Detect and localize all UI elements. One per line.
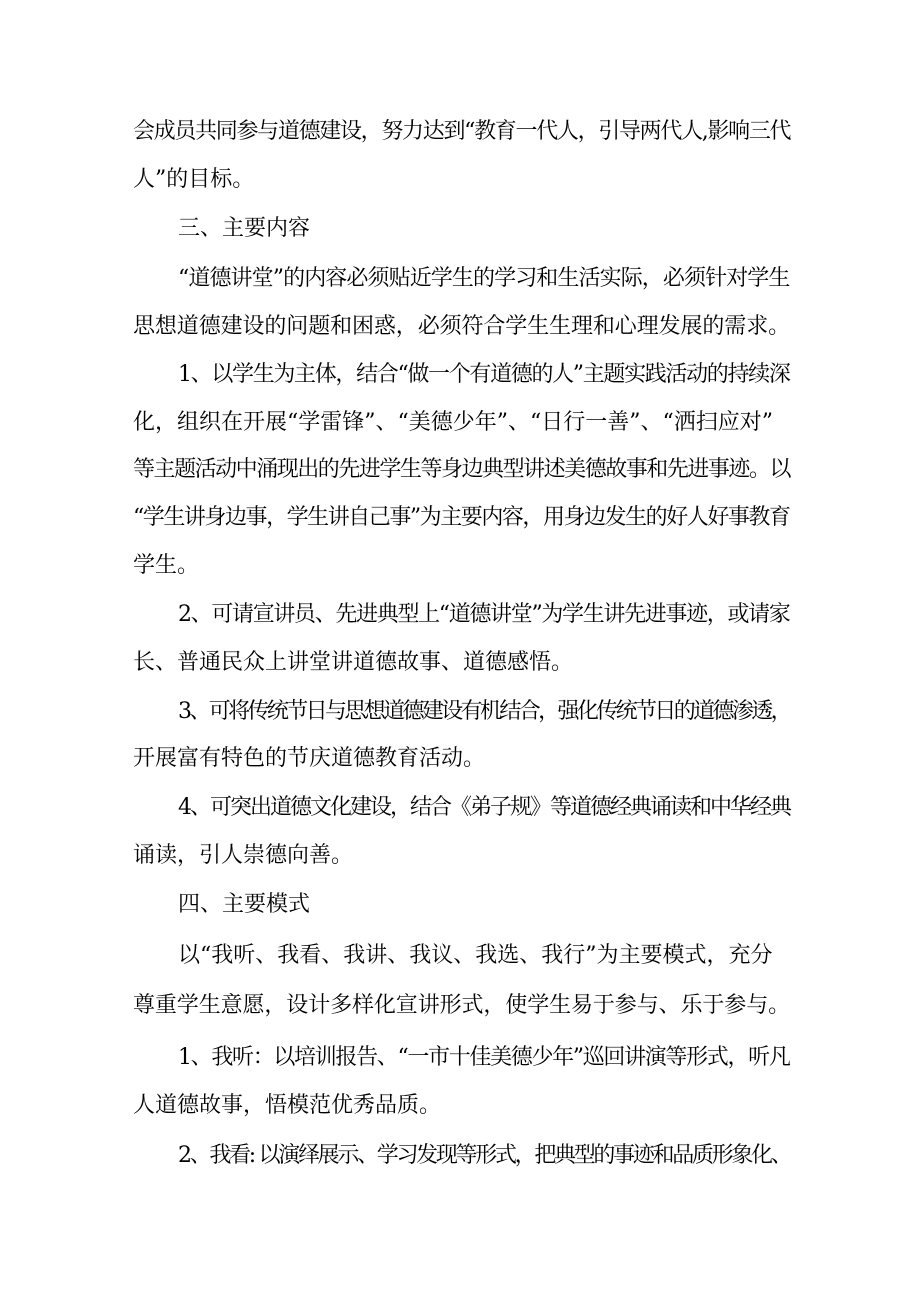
body-paragraph-line: “道德讲堂”的内容必须贴近学生的学习和生活实际，必须针对学生 xyxy=(178,266,790,291)
list-item-line: “学生讲身边事，学生讲自己事”为主要内容，用身边发生的好人好事教育 xyxy=(133,505,790,530)
body-paragraph-line: 思想道德建设的问题和困惑，必须符合学生生理和心理发展的需求。 xyxy=(133,314,791,339)
section-heading: 四、主要模式 xyxy=(178,892,311,917)
list-item-line: 诵读，引人崇德向善。 xyxy=(133,843,354,868)
list-item-line: 开展富有特色的节庆道德教育活动。 xyxy=(133,746,486,771)
list-item-line: 3、可将传统节日与思想道德建设有机结合，强化传统节日的道德渗透， xyxy=(178,699,790,724)
list-item-line: 4、可突出道德文化建设，结合《弟子规》等道德经典诵读和中华经典 xyxy=(178,795,790,820)
body-paragraph-line: 尊重学生意愿，设计多样化宣讲形式，使学生易于参与、乐于参与。 xyxy=(133,993,791,1018)
list-item-line: 化，组织在开展“学雷锋”、“美德少年”、“日行一善”、“洒扫应对” xyxy=(133,410,773,435)
list-item-line: 2、我看: 以演绎展示、学习发现等形式，把典型的事迹和品质形象化、 xyxy=(178,1143,791,1168)
list-item-line: 人道德故事，悟模范优秀品质。 xyxy=(133,1093,442,1118)
body-paragraph-line: 人”的目标。 xyxy=(133,167,255,192)
body-paragraph-line: 会成员共同参与道德建设，努力达到“教育一代人，引导两代人,影响三代 xyxy=(133,119,791,144)
list-item-line: 2、可请宣讲员、先进典型上“道德讲堂”为学生讲先进事迹，或请家 xyxy=(178,602,790,627)
list-item-line: 等主题活动中涌现出的先进学生等身边典型讲述美德故事和先进事迹。以 xyxy=(133,457,791,482)
list-item-line: 1、我听：以培训报告、“一市十佳美德少年”巡回讲演等形式，听凡 xyxy=(178,1045,790,1070)
body-paragraph-line: 以“我听、我看、我讲、我议、我选、我行”为主要模式，充分 xyxy=(178,943,773,968)
list-item-line: 1、以学生为主体，结合“做一个有道德的人”主题实践活动的持续深 xyxy=(178,362,790,387)
section-heading: 三、主要内容 xyxy=(178,216,311,241)
list-item-line: 长、普通民众上讲堂讲道德故事、道德感悟。 xyxy=(133,650,574,675)
list-item-line: 学生。 xyxy=(133,553,200,578)
